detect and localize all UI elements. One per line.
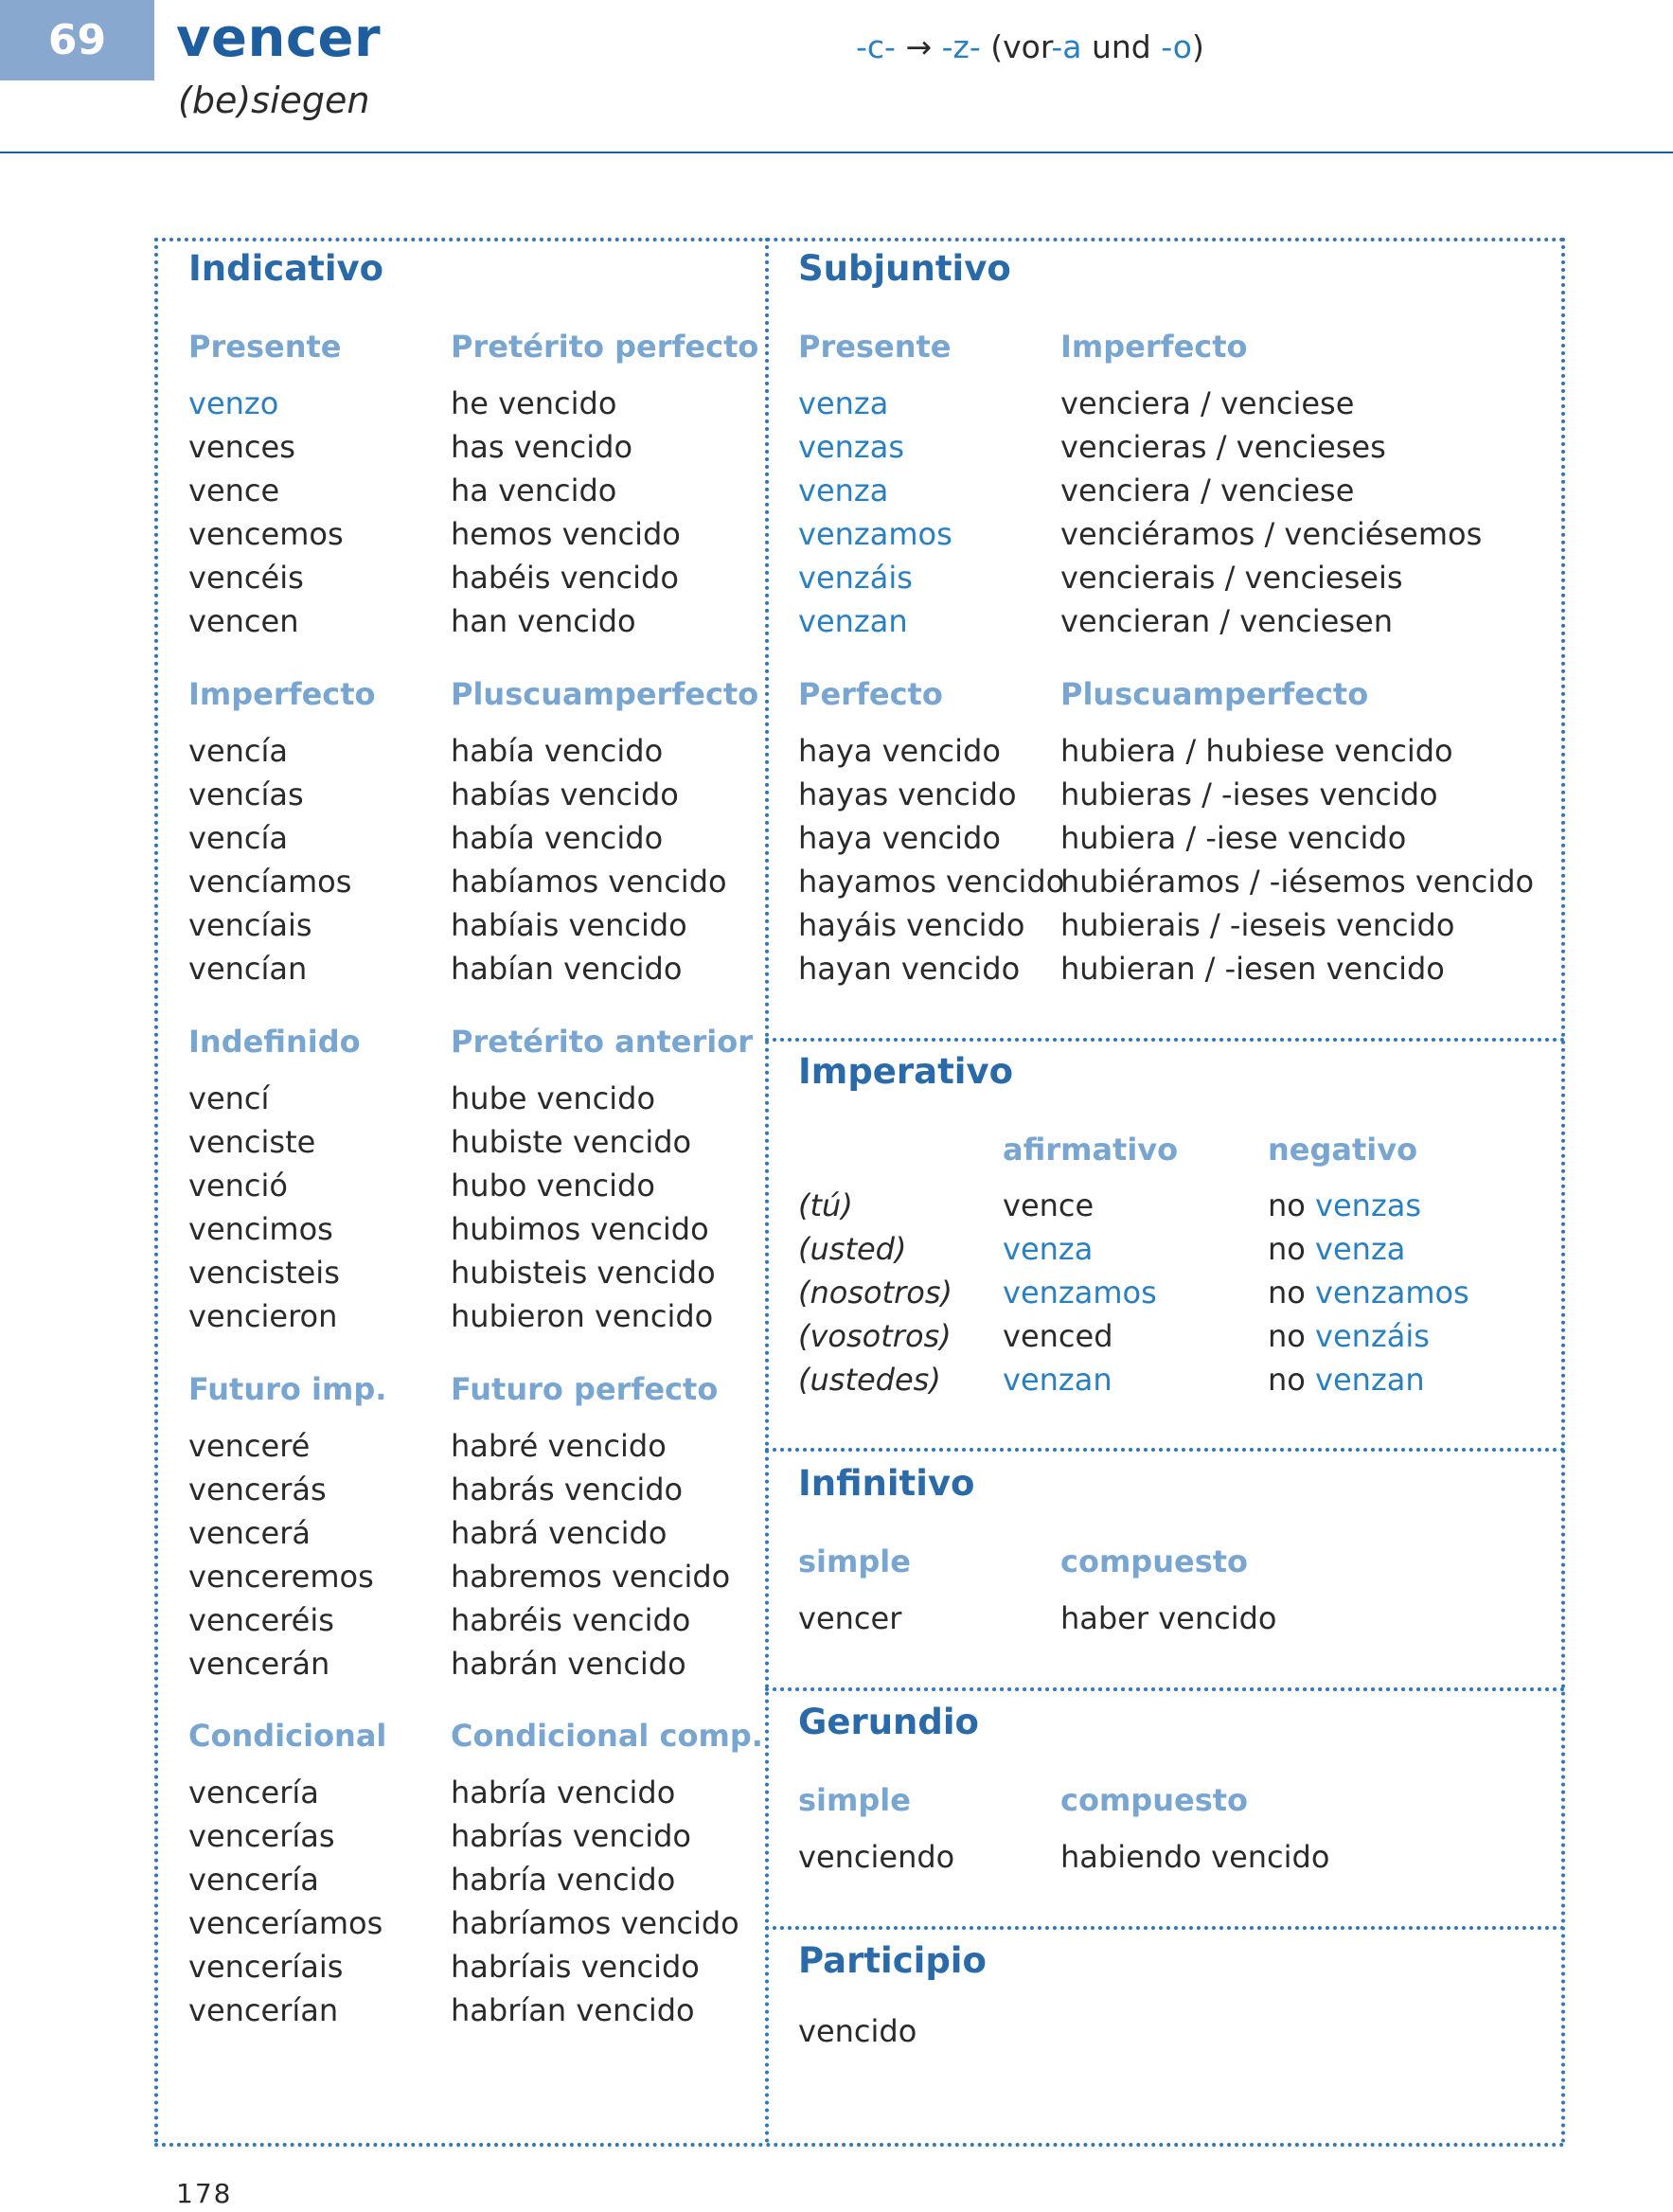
form: vencierais / vencieseis [1060,560,1403,596]
header-divider [0,152,1673,153]
spelling-rule [856,28,1204,65]
infinitivo-compuesto: haber vencido [1060,1600,1277,1636]
form [1268,1271,1469,1314]
form: vencían [188,951,308,987]
frame-bottom [154,2143,1565,2147]
form: hubiera / -iese vencido [1060,820,1407,856]
form: venzan [798,603,908,639]
tense-title: Indefinido [188,1024,361,1060]
form: venciéramos / venciésemos [1060,516,1483,552]
tense-forms [798,729,1064,990]
form: venciera / venciese [1060,473,1355,508]
section-title-subjuntivo: Subjuntivo [798,248,1011,289]
form: ha vencido [451,473,617,508]
form: hubiera / hubiese vencido [1060,733,1453,769]
form: venzamos [798,516,952,552]
form: vencería [188,1862,319,1898]
form: habríamos vencido [451,1905,739,1941]
divider-imperativo [765,1038,1565,1042]
form: venza [798,473,889,508]
form: habrían vencido [451,1992,695,2028]
neg-form: venzáis [1315,1318,1430,1354]
section-title-indicativo: Indicativo [188,248,384,289]
form: venceréis [188,1602,334,1638]
neg-prefix: no [1268,1362,1306,1398]
page-number-tab: 69 [0,0,154,80]
form: vencemos [188,516,344,552]
divider-infinitivo [765,1448,1565,1452]
form [1268,1227,1469,1271]
form: venció [188,1168,288,1204]
tense-title: Condicional comp. [451,1718,763,1754]
neg-form: venza [1315,1231,1406,1267]
form: he vencido [451,385,617,421]
form: venzáis [798,560,913,596]
tense-forms [188,1077,340,1338]
rule-to: -z- [941,28,981,65]
form: hayan vencido [798,951,1021,987]
tense-title: Pretérito anterior [451,1024,753,1060]
form: habías vencido [451,776,679,812]
form: venceríamos [188,1905,383,1941]
rule-close: ) [1191,28,1204,65]
neg-form: venzas [1315,1187,1422,1223]
form: venciera / venciese [1060,385,1355,421]
tense-forms [451,1424,730,1686]
tense-forms [451,1771,739,2032]
tense-forms [451,1077,716,1338]
form: habría vencido [451,1775,676,1811]
form: vencías [188,776,304,812]
form: vencía [188,733,288,769]
form: había vencido [451,733,664,769]
form: hemos vencido [451,516,681,552]
rule-vowel-a: -a [1051,28,1082,65]
form: hube vencido [451,1080,656,1116]
rule-open: (vor [990,28,1052,65]
form: habíais vencido [451,907,687,943]
form: había vencido [451,820,664,856]
pronoun: (nosotros) [798,1275,953,1311]
form: vencisteis [188,1255,340,1291]
pronoun: (ustedes) [798,1362,941,1398]
form: vencería [188,1775,319,1811]
tense-forms [188,1771,383,2032]
form: hubiste vencido [451,1124,692,1160]
column-title-negativo: negativo [1268,1132,1418,1168]
rule-from: -c- [856,28,896,65]
form: hayáis vencido [798,907,1025,943]
form: venceríais [188,1949,344,1985]
form: venzo [188,385,279,421]
form: habrás vencido [451,1472,684,1507]
form: venzamos [1003,1275,1157,1311]
form: habré vencido [451,1428,667,1464]
form: vencieras / vencieses [1060,429,1386,465]
frame-middle [765,238,769,2145]
column-title-afirmativo: afirmativo [1003,1132,1179,1168]
form: venza [798,385,889,421]
pronoun: (vosotros) [798,1318,952,1354]
form: habíamos vencido [451,864,727,900]
form: habrías vencido [451,1818,691,1854]
form: venciste [188,1124,316,1160]
form: habrán vencido [451,1646,686,1682]
tense-forms [1060,729,1534,990]
rule-und: und [1091,28,1151,65]
page-number: 178 [176,2178,233,2209]
pronoun-column [798,1184,952,1401]
afirmativo-column [1003,1184,1157,1401]
tense-title: Futuro perfecto [451,1371,719,1407]
form: vencía [188,820,288,856]
frame-left [154,238,158,2145]
form: habían vencido [451,951,683,987]
form: venza [1003,1231,1094,1267]
frame-top [154,238,1565,241]
neg-prefix: no [1268,1187,1306,1223]
form: habríais vencido [451,1949,700,1985]
form: habéis vencido [451,560,679,596]
arrow-icon: → [905,28,933,65]
pronoun: (tú) [798,1187,853,1223]
form: habréis vencido [451,1602,691,1638]
tense-title: Futuro imp. [188,1371,387,1407]
form: hayamos vencido [798,864,1065,900]
tense-forms [188,729,351,990]
tense-forms [188,382,344,643]
form: han vencido [451,603,636,639]
form: habrá vencido [451,1515,667,1551]
neg-prefix: no [1268,1231,1306,1267]
neg-prefix: no [1268,1318,1306,1354]
form: vences [188,429,295,465]
form: vencieran / venciesen [1060,603,1393,639]
tense-title: Presente [188,329,342,365]
form: hubo vencido [451,1168,655,1204]
form: hayas vencido [798,776,1017,812]
form: hubiéramos / -iésemos vencido [1060,864,1535,900]
form: hubierais / -ieseis vencido [1060,907,1455,943]
form: vencerás [188,1472,327,1507]
participio-form: vencido [798,2013,917,2049]
tense-forms [798,382,952,643]
tense-title: Perfecto [798,676,943,712]
tense-forms [1060,382,1482,643]
label-compuesto: compuesto [1060,1543,1249,1579]
form: venzas [798,429,904,465]
form: vencíamos [188,864,352,900]
form: venceré [188,1428,311,1464]
tense-forms [451,382,681,643]
divider-participio [765,1926,1565,1930]
form: has vencido [451,429,633,465]
tense-title: Pluscuamperfecto [451,676,759,712]
verb-translation: (be)siegen [178,80,370,121]
rule-vowel-o: -o [1161,28,1192,65]
tense-title: Presente [798,329,952,365]
form: vencieron [188,1298,338,1334]
section-title-participio: Participio [798,1940,987,1981]
form: habremos vencido [451,1559,731,1595]
form: vencíais [188,907,312,943]
form: vencéis [188,560,304,596]
gerundio-simple: venciendo [798,1839,955,1875]
frame-right [1561,238,1565,2145]
form: hubisteis vencido [451,1255,716,1291]
section-title-imperativo: Imperativo [798,1051,1014,1092]
form [1268,1184,1469,1227]
gerundio-compuesto: habiendo vencido [1060,1839,1330,1875]
section-title-infinitivo: Infinitivo [798,1463,975,1504]
form: vencerán [188,1646,330,1682]
label-simple: simple [798,1543,911,1579]
form: habría vencido [451,1862,676,1898]
tense-title: Condicional [188,1718,387,1754]
label-compuesto: compuesto [1060,1782,1249,1818]
form: vencen [188,603,299,639]
neg-form: venzamos [1315,1275,1469,1311]
label-simple: simple [798,1782,911,1818]
form: hubieras / -ieses vencido [1060,776,1438,812]
divider-gerundio [765,1687,1565,1691]
form: haya vencido [798,733,1001,769]
form: vencí [188,1080,270,1116]
form: venzan [1003,1362,1112,1398]
section-title-gerundio: Gerundio [798,1702,979,1742]
form: venceremos [188,1559,374,1595]
tense-forms [451,729,727,990]
tense-title: Imperfecto [1060,329,1248,365]
form: vencerá [188,1515,311,1551]
form: vencerías [188,1818,335,1854]
tense-title: Pretérito perfecto [451,329,759,365]
infinitivo-simple: vencer [798,1600,902,1636]
neg-prefix: no [1268,1275,1306,1311]
form: haya vencido [798,820,1001,856]
form: hubimos vencido [451,1211,709,1247]
form: vence [188,473,280,508]
form [1268,1314,1469,1358]
neg-form: venzan [1315,1362,1425,1398]
tense-title: Imperfecto [188,676,376,712]
pronoun: (usted) [798,1231,907,1267]
form [1268,1358,1469,1401]
verb-title: vencer [176,8,382,69]
form: venced [1003,1318,1113,1354]
tense-forms [188,1424,374,1686]
form: vencimos [188,1211,333,1247]
form: vencerían [188,1992,339,2028]
negativo-column [1268,1184,1469,1401]
form: vence [1003,1187,1095,1223]
form: hubieron vencido [451,1298,714,1334]
form: hubieran / -iesen vencido [1060,951,1445,987]
tense-title: Pluscuamperfecto [1060,676,1369,712]
